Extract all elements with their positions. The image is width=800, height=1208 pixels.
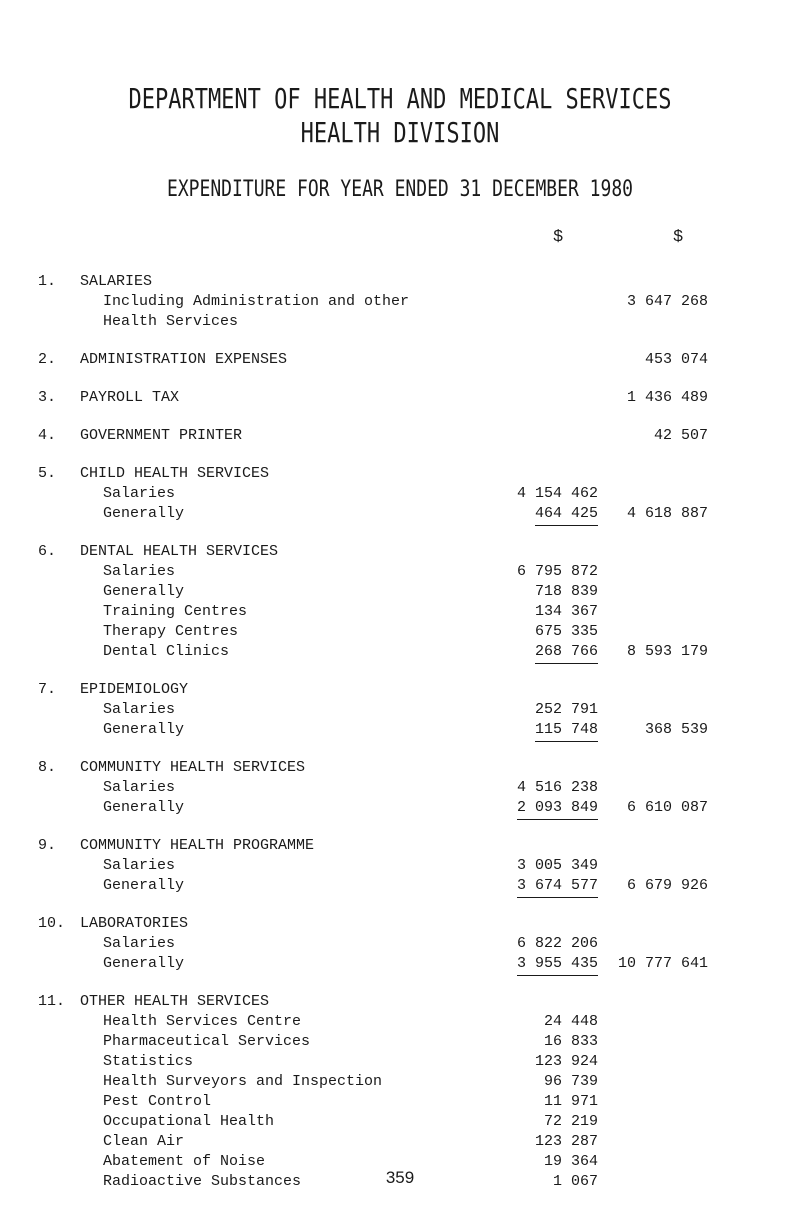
line-amount: 24 448 bbox=[543, 1013, 598, 1030]
section-total: 453 074 bbox=[644, 351, 708, 368]
section-number: 8. bbox=[38, 759, 57, 776]
line-label: Clean Air bbox=[103, 1133, 185, 1150]
section-total: 42 507 bbox=[653, 427, 708, 444]
line-amount: 4 154 462 bbox=[516, 485, 598, 502]
section-total: 6 679 926 bbox=[626, 877, 708, 894]
line-label: Pest Control bbox=[103, 1093, 212, 1110]
section-number: 11. bbox=[38, 993, 66, 1010]
line-label: Generally bbox=[103, 799, 185, 816]
line-label: Salaries bbox=[103, 485, 176, 502]
section-total: 368 539 bbox=[644, 721, 708, 738]
line-label: Health Services Centre bbox=[103, 1013, 302, 1030]
section-total: 4 618 887 bbox=[626, 505, 708, 522]
section-number: 3. bbox=[38, 389, 57, 406]
line-amount: 123 287 bbox=[534, 1133, 598, 1150]
line-amount: 252 791 bbox=[534, 701, 598, 718]
line-label: Salaries bbox=[103, 563, 176, 580]
line-amount: 123 924 bbox=[534, 1053, 598, 1070]
line-amount: 16 833 bbox=[543, 1033, 598, 1050]
section-total: 3 647 268 bbox=[626, 293, 708, 310]
line-amount: 4 516 238 bbox=[516, 779, 598, 796]
division-title: HEALTH DIVISION bbox=[300, 118, 500, 150]
line-amount: 718 839 bbox=[534, 583, 598, 600]
line-label: Salaries bbox=[103, 701, 176, 718]
line-amount: 1 067 bbox=[552, 1173, 598, 1190]
line-label: Generally bbox=[103, 955, 185, 972]
section-title: COMMUNITY HEALTH PROGRAMME bbox=[80, 837, 315, 854]
line-amount: 675 335 bbox=[534, 623, 598, 640]
line-label: Statistics bbox=[103, 1053, 194, 1070]
line-label: Generally bbox=[103, 505, 185, 522]
line-amount: 3 674 577 bbox=[517, 876, 598, 898]
section-total: 8 593 179 bbox=[626, 643, 708, 660]
line-amount: 96 739 bbox=[543, 1073, 598, 1090]
section-title: CHILD HEALTH SERVICES bbox=[80, 465, 270, 482]
subtotal-column-header: $ bbox=[553, 228, 564, 247]
line-amount: 6 795 872 bbox=[516, 563, 598, 580]
section-number: 2. bbox=[38, 351, 57, 368]
section-number: 5. bbox=[38, 465, 57, 482]
line-label: Occupational Health bbox=[103, 1113, 275, 1130]
line-amount: 3 955 435 bbox=[517, 954, 598, 976]
section-number: 1. bbox=[38, 273, 57, 290]
section-total: 6 610 087 bbox=[626, 799, 708, 816]
line-label: Pharmaceutical Services bbox=[103, 1033, 311, 1050]
line-label: Health Services bbox=[103, 313, 239, 330]
line-amount: 115 748 bbox=[535, 720, 598, 742]
line-label: Therapy Centres bbox=[103, 623, 239, 640]
section-total: 10 777 641 bbox=[617, 955, 708, 972]
section-title: LABORATORIES bbox=[80, 915, 189, 932]
section-total: 1 436 489 bbox=[626, 389, 708, 406]
department-title: DEPARTMENT OF HEALTH AND MEDICAL SERVICES bbox=[128, 84, 672, 116]
line-amount: 3 005 349 bbox=[516, 857, 598, 874]
line-amount: 6 822 206 bbox=[516, 935, 598, 952]
section-number: 7. bbox=[38, 681, 57, 698]
section-number: 4. bbox=[38, 427, 57, 444]
line-label: Salaries bbox=[103, 935, 176, 952]
section-number: 9. bbox=[38, 837, 57, 854]
line-label: Salaries bbox=[103, 857, 176, 874]
line-label: Generally bbox=[103, 583, 185, 600]
section-title: SALARIES bbox=[80, 273, 153, 290]
section-number: 6. bbox=[38, 543, 57, 560]
line-label: Abatement of Noise bbox=[103, 1153, 266, 1170]
section-title: OTHER HEALTH SERVICES bbox=[80, 993, 270, 1010]
page-number: 359 bbox=[385, 1168, 415, 1187]
section-title: COMMUNITY HEALTH SERVICES bbox=[80, 759, 306, 776]
line-label: Salaries bbox=[103, 779, 176, 796]
section-title: GOVERNMENT PRINTER bbox=[80, 427, 243, 444]
total-column-header: $ bbox=[673, 228, 684, 247]
line-amount: 19 364 bbox=[543, 1153, 598, 1170]
line-amount: 72 219 bbox=[543, 1113, 598, 1130]
section-title: PAYROLL TAX bbox=[80, 389, 180, 406]
line-label: Training Centres bbox=[103, 603, 248, 620]
line-label: Dental Clinics bbox=[103, 643, 230, 660]
line-label: Radioactive Substances bbox=[103, 1173, 302, 1190]
line-amount: 464 425 bbox=[535, 504, 598, 526]
section-title: ADMINISTRATION EXPENSES bbox=[80, 351, 288, 368]
line-amount: 11 971 bbox=[543, 1093, 598, 1110]
section-title: DENTAL HEALTH SERVICES bbox=[80, 543, 279, 560]
line-label: Health Surveyors and Inspection bbox=[103, 1073, 383, 1090]
line-label: Generally bbox=[103, 877, 185, 894]
section-number: 10. bbox=[38, 915, 66, 932]
section-title: EPIDEMIOLOGY bbox=[80, 681, 189, 698]
line-amount: 2 093 849 bbox=[517, 798, 598, 820]
line-label: Including Administration and other bbox=[103, 293, 410, 310]
report-title: EXPENDITURE FOR YEAR ENDED 31 DECEMBER 1980 bbox=[167, 176, 633, 203]
line-amount: 134 367 bbox=[534, 603, 598, 620]
line-label: Generally bbox=[103, 721, 185, 738]
line-amount: 268 766 bbox=[535, 642, 598, 664]
